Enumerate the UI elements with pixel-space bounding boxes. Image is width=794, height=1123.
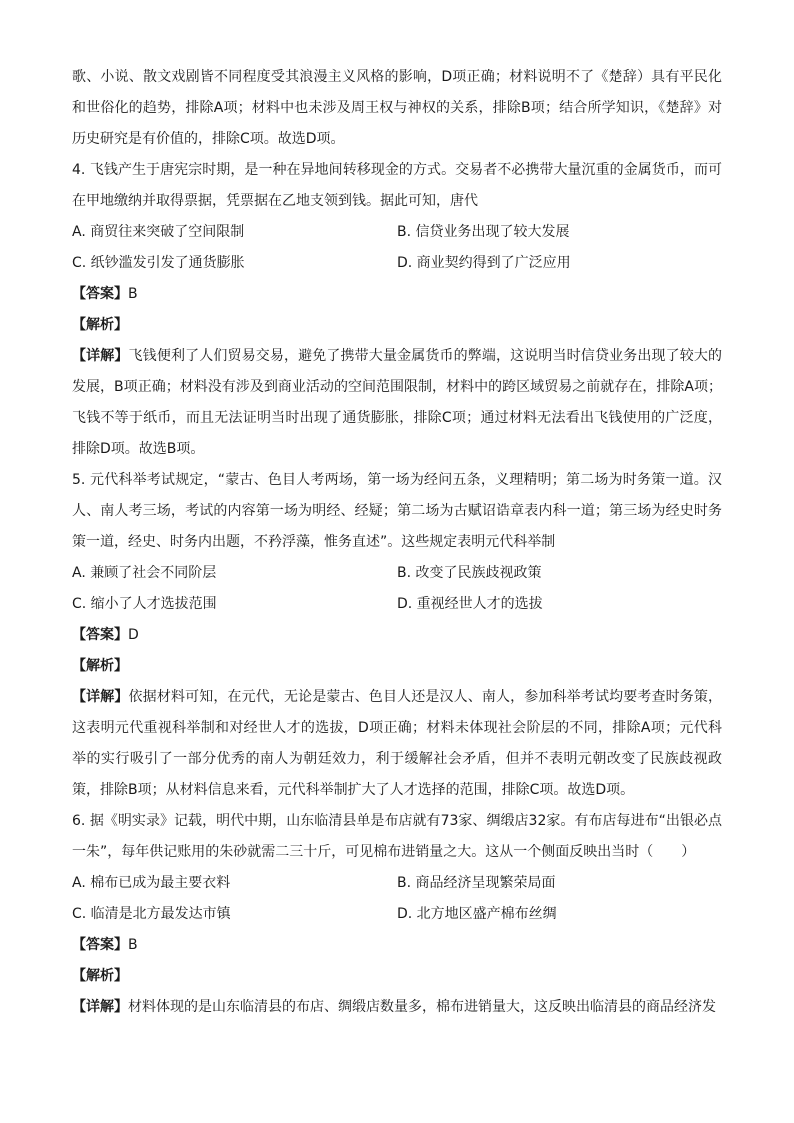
detail-tag: 【详解】 — [72, 348, 129, 364]
question-4-answer — [72, 279, 722, 310]
question-4-option-a: A. 商贸往来突破了空间限制 — [72, 224, 245, 240]
question-6-option-a: A. 棉布已成为最主要衣料 — [72, 875, 231, 891]
detail-tag: 【详解】 — [72, 999, 128, 1015]
detail-text: 材料体现的是山东临清县的布店、绸缎店数量多，棉布进销量大，这反映出临清县的商品经济发 — [128, 999, 716, 1015]
question-5-option-d: D. 重视经世人才的选拔 — [397, 596, 543, 612]
answer-tag: 【答案】 — [72, 627, 128, 643]
document-page — [72, 62, 722, 1023]
question-5-analysis — [72, 651, 722, 682]
detail-tag: 【详解】 — [72, 689, 129, 705]
question-5-option-b: B. 改变了民族歧视政策 — [397, 565, 542, 581]
question-4-option-b: B. 信贷业务出现了较大发展 — [397, 224, 570, 240]
question-6-answer — [72, 930, 722, 961]
detail-text: 依据材料可知，在元代，无论是蒙古、色目人还是汉人、南人，参加科举考试均要考查时务策，这表明元代重视科举制和对经世人才的选拔，D项正确；材料未体现社会阶层的不同，排除A项；元代科举的实行吸引了一部分优秀的南人为朝廷效力，利于缓解社会矛盾，但并不表明元朝改变了民族歧视政策，排除B项；从材料信息来看，元代科举制扩大了人才选择的范围，排除C项。故选D项。 — [72, 689, 723, 798]
question-6-options — [72, 868, 722, 930]
answer-tag: 【答案】 — [72, 286, 128, 302]
question-6-detail — [72, 992, 722, 1023]
answer-value: B — [128, 286, 138, 302]
question-4-option-c: C. 纸钞滥发引发了通货膨胀 — [72, 255, 245, 271]
question-5-answer — [72, 620, 722, 651]
paragraph-continuation: 歌、小说、散文戏剧皆不同程度受其浪漫主义风格的影响，D项正确；材料说明不了《楚辞）具有平民化和世俗化的趋势，排除A项；材料中也未涉及周王权与神权的关系，排除B项；结合所学知识，《楚辞》对历史研究是有价值的，排除C项。故选D项。 — [72, 69, 722, 147]
analysis-tag: 【解析】 — [72, 658, 128, 674]
answer-value: D — [128, 627, 139, 643]
question-4-detail — [72, 341, 722, 465]
question-5-stem: 5. 元代科举考试规定，“蒙古、色目人考两场，第一场为经问五条，义理精明；第二场为时务策一道。汉人、南人考三场，考试的内容第一场为明经、经疑；第二场为古赋诏诰章表内科一道；第三场为经史时务策一道，经史、时务内出题，不矜浮藻，惟务直述”。这些规定表明元代科举制 — [72, 472, 722, 550]
answer-value: B — [128, 937, 138, 953]
question-4-options — [72, 217, 722, 279]
question-4-option-d: D. 商业契约得到了广泛应用 — [397, 255, 571, 271]
question-5-options — [72, 558, 722, 620]
answer-tag: 【答案】 — [72, 937, 128, 953]
question-5-option-c: C. 缩小了人才选拔范围 — [72, 596, 217, 612]
analysis-tag: 【解析】 — [72, 968, 128, 984]
question-4-analysis — [72, 310, 722, 341]
analysis-tag: 【解析】 — [72, 317, 128, 333]
question-5-detail — [72, 682, 722, 806]
question-4-stem: 4. 飞钱产生于唐宪宗时期，是一种在异地间转移现金的方式。交易者不必携带大量沉重的金属货币，而可在甲地缴纳并取得票据，凭票据在乙地支领到钱。据此可知，唐代 — [72, 162, 722, 209]
detail-text: 飞钱便利了人们贸易交易，避免了携带大量金属货币的弊端，这说明当时信贷业务出现了较大的发展，B项正确；材料没有涉及到商业活动的空间范围限制，材料中的跨区域贸易之前就存在，排除A项；飞钱不等于纸币，而且无法证明当时出现了通货膨胀，排除C项；通过材料无法看出飞钱使用的广泛度，排除D项。故选B项。 — [72, 348, 723, 457]
question-6-option-d: D. 北方地区盛产棉布丝绸 — [397, 906, 557, 922]
question-6-option-c: C. 临清是北方最发达市镇 — [72, 906, 231, 922]
question-6-analysis — [72, 961, 722, 992]
question-6-option-b: B. 商品经济呈现繁荣局面 — [397, 875, 556, 891]
question-6-stem: 6. 据《明实录》记载，明代中期，山东临清县单是布店就有73家、绸缎店32家。有布店每进布“出银必点一朱”，每年供记账用的朱砂就需二三十斤，可见棉布进销量之大。这从一个侧面反映出当时（ ） — [72, 813, 722, 860]
question-5-option-a: A. 兼顾了社会不同阶层 — [72, 565, 217, 581]
